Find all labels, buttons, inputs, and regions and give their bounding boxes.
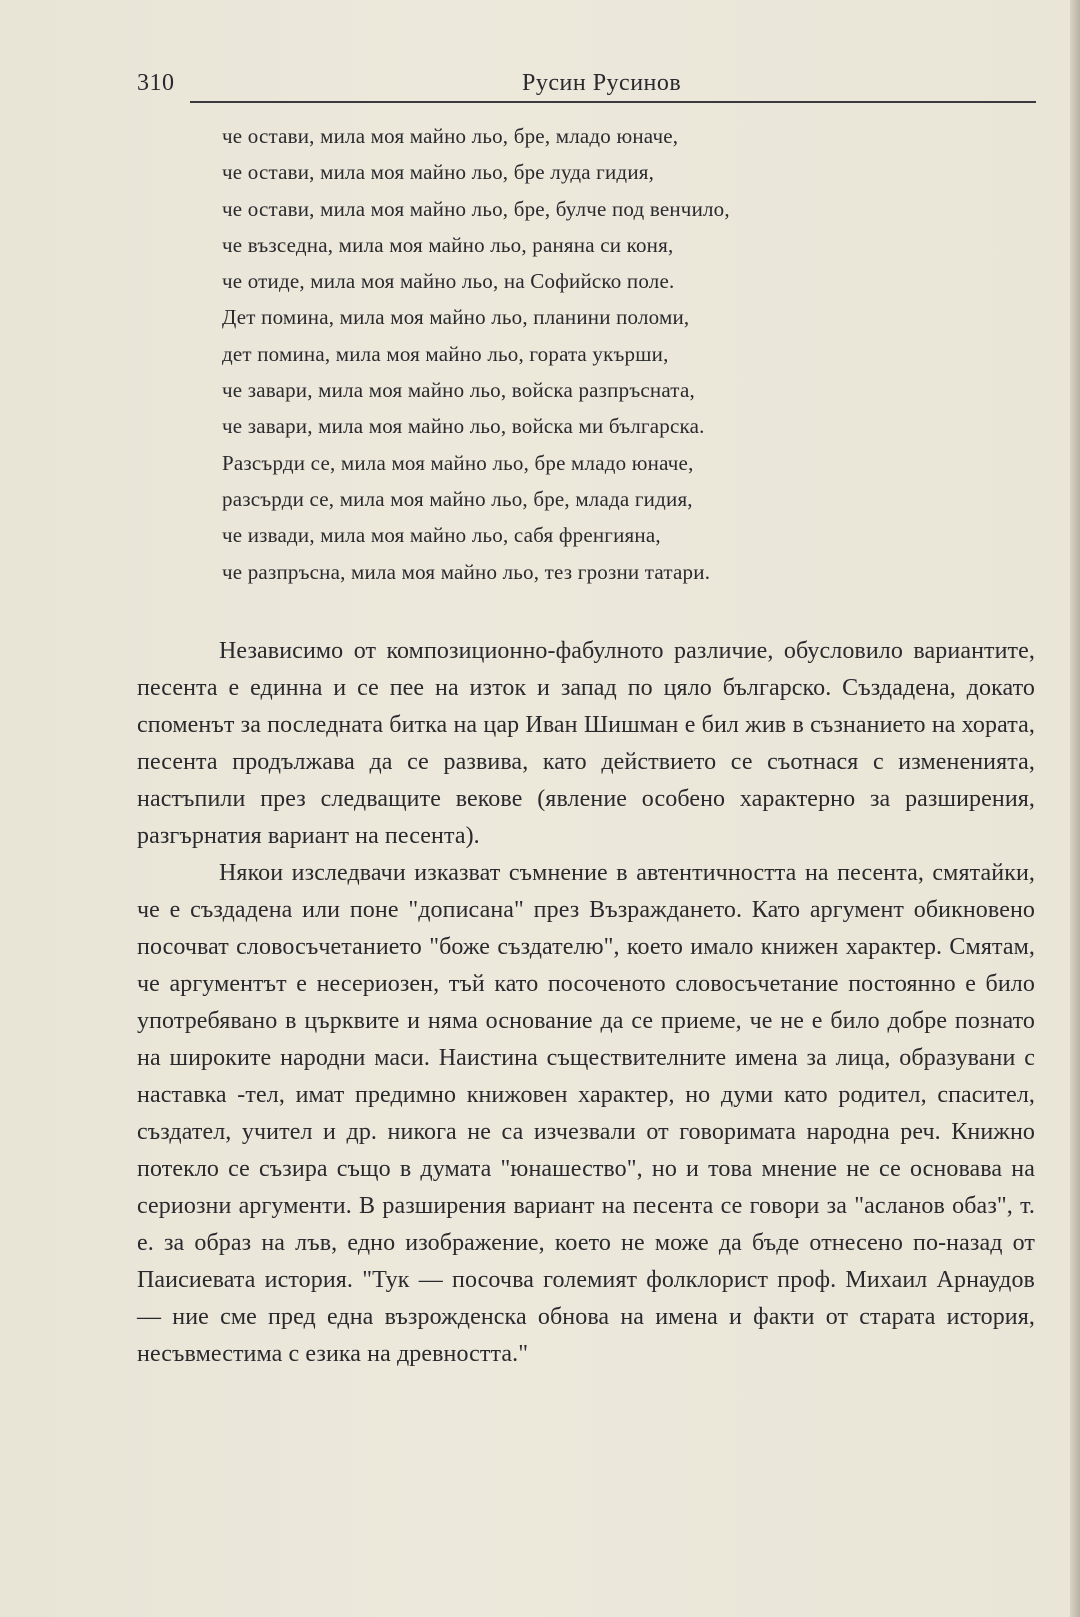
running-title: Русин Русинов (522, 70, 682, 96)
page-edge (1070, 0, 1080, 1617)
verse-line: че остави, мила моя майно льо, бре луда гидия, (222, 160, 655, 185)
body-text (137, 633, 1035, 1373)
verse-line: дет помина, мила моя майно льо, горатa укърши, (222, 341, 669, 366)
page-header (137, 68, 1037, 102)
song-verse (222, 118, 1022, 590)
verse-line: че отиде, мила моя майно льо, на Софийско поле. (222, 269, 675, 294)
verse-line: Разсърди се, мила моя майно льо, бре младо юначе, (222, 450, 694, 475)
verse-line: че завари, мила моя майно льо, войска разпръсната, (222, 378, 695, 403)
verse-line: че остави, мила моя майно льо, бре, булче под венчило, (222, 196, 730, 221)
header-rule (190, 101, 1036, 103)
verse-line: че разпръсна, мила моя майно льо, тез грозни татари. (222, 559, 711, 584)
paragraph: Независимо от композиционно-фабулното различие, обусловило вариантите, песента е единна и се пее на изток и запад по цяло българско. Създадена, докато споменът за последната битка на цар Иван Шишман е бил жив в съзнанието на хората, песента продължава да се развива, като действието се съотнася с измененията, настъпили през следващите векове (явление особено характерно за разширения, разгърнатия вариант на песента). (137, 638, 1035, 849)
page-number: 310 (137, 70, 175, 96)
paragraph: Някои изследвачи изказват съмнение в автентичността на песента, смятайки, че е създадена или поне "дописана" през Възраждането. Като аргумент обикновено посочват словосъчетанието "боже създателю", което имало книжен характер. Смятам, че аргументът е несериозен, тъй като посоченото словосъчетание постоянно е било употребявано в църквите и няма основание да се приеме, че не е било добре познато на широките народни маси. Наистина съществителните имена за лица, образувани с наставка -тел, имат предимно книжовен характер, но думи като родител, спасител, създател, учител и др. никога не са изчезвали от говоримата народна реч. Книжно потекло се съзира също в думата "юнашество", но и това мнение не се основава на сериозни аргументи. В разширения вариант на песента се говори за "асланов обаз", т. е. за образ на лъв, едно изображение, което не може да бъде отнесено по-назад от Паисиевата история. "Тук — посочва големият фолклорист проф. Михаил Арнаудов — ние сме пред една възрожденска обнова на имена и факти от старата история, несъвместима с езика на древността." (137, 860, 1035, 1367)
verse-line: Дет помина, мила моя майно льо, планини поломи, (222, 305, 690, 330)
verse-line: че завари, мила моя майно льо, войска ми българска. (222, 414, 705, 439)
verse-line: разсърди се, мила моя майно льо, бре, млада гидия, (222, 486, 693, 511)
verse-line: че извади, мила моя майно льо, сабя френгияна, (222, 523, 661, 548)
verse-line: че остави, мила моя майно льо, бре, младо юначе, (222, 124, 679, 148)
verse-line: че възседна, мила моя майно льо, раняна си коня, (222, 232, 674, 257)
